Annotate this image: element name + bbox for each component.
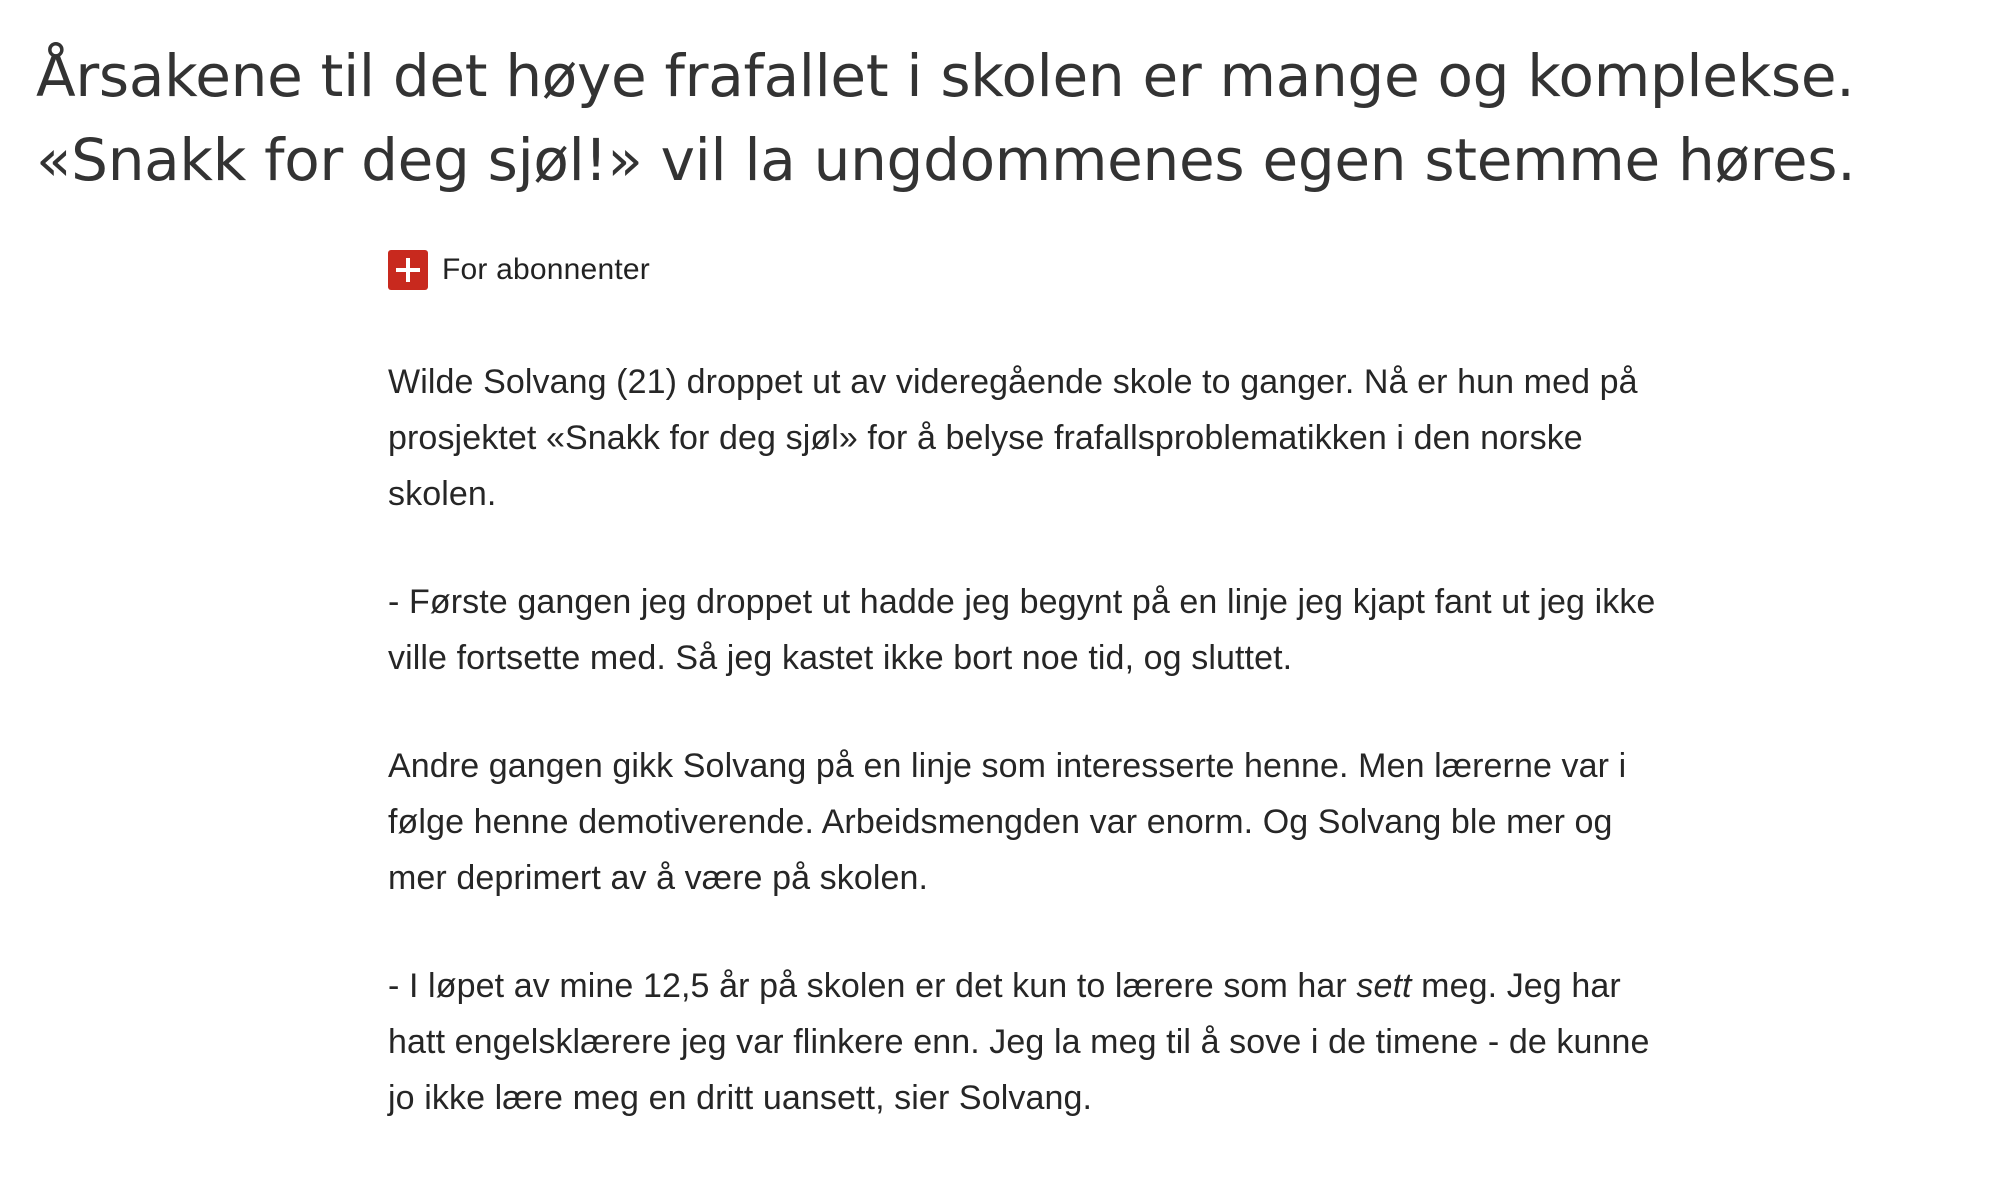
paragraph-4-text: - I løpet av mine 12,5 år på skolen er det kun to lærere som har — [388, 967, 1357, 1005]
paragraph-3: Andre gangen gikk Solvang på en linje som interesserte henne. Men lærerne var i følge henne demotiverende. Arbeidsmengden var enorm. Og Solvang ble mer og mer deprimert av å være på skolen. — [388, 747, 1627, 897]
subscriber-badge-label: For abonnenter — [442, 253, 650, 286]
plus-icon — [388, 250, 428, 290]
paragraph-4-text-end: meg. Jeg har hatt engelsklærere jeg var flinkere enn. Jeg la meg til å sove i de timene - de kunne jo ikke lære meg en dritt uansett, sier Solvang. — [388, 967, 1650, 1117]
paragraph-2: - Første gangen jeg droppet ut hadde jeg begynt på en linje jeg kjapt fant ut jeg ikke ville fortsette med. Så jeg kastet ikke bort noe tid, og sluttet. — [388, 583, 1656, 677]
article-body — [388, 250, 1668, 1178]
paragraph-4-emphasis: sett — [1356, 967, 1412, 1005]
paragraph-4 — [388, 958, 1668, 1126]
subscriber-badge — [388, 250, 1668, 290]
paragraph-1: Wilde Solvang (21) droppet ut av videregående skole to ganger. Nå er hun med på prosjektet «Snakk for deg sjøl» for å belyse frafallsproblematikken i den norske skolen. — [388, 363, 1638, 513]
article-lead: Årsakene til det høye frafallet i skolen er mange og komplekse. «Snakk for deg sjøl!» vil la ungdommenes egen stemme høres. — [36, 42, 1856, 194]
